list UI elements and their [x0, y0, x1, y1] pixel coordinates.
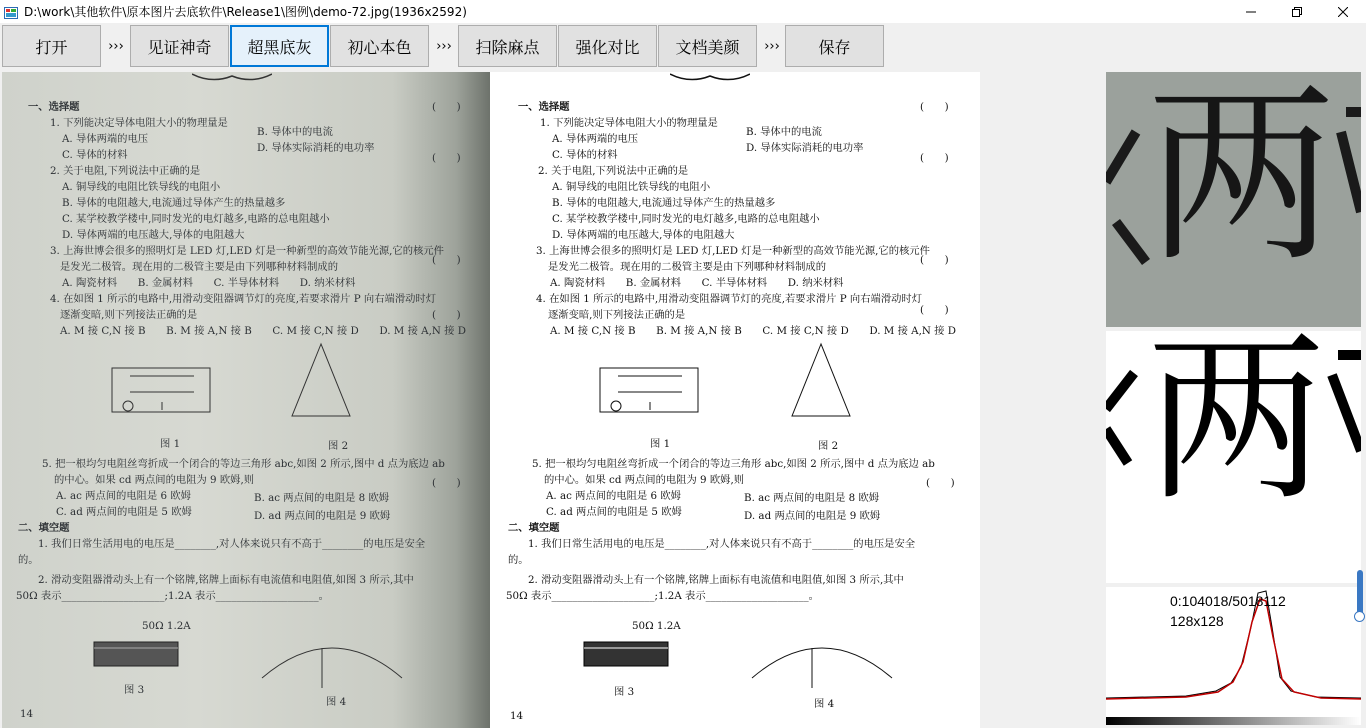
rheostat-drawing — [88, 634, 184, 678]
option-text: D. 导体两端的电压越大,导体的电阻越大 — [552, 229, 735, 241]
arrow-separator: ››› — [108, 38, 124, 54]
answer-paren: ( ) — [920, 304, 949, 316]
zoom-glyph: 两 — [1146, 331, 1327, 525]
option-text: B. 导体中的电流 — [746, 126, 822, 138]
app-icon — [4, 5, 18, 19]
question-text: 的中心。如果 cd 两点间的电阻为 9 欧姆,则 — [54, 474, 255, 486]
question-text: 2. 滑动变阻器滑动头上有一个铭牌,铭牌上面标有电流值和电阻值,如图 3 所示,其中 — [528, 574, 904, 586]
section-title: 二、填空题 — [18, 522, 70, 534]
option-text: C. 某学校教学楼中,同时发光的电灯越多,电路的总电阻越小 — [62, 213, 330, 225]
figure-caption: 图 1 — [650, 438, 671, 450]
arrow-separator: ››› — [764, 38, 780, 54]
section-title: 一、选择题 — [518, 101, 570, 113]
zoom-processed-view — [1106, 331, 1361, 583]
option-text: A. M 接 C,N 接 B B. M 接 A,N 接 B C. M 接 C,N 接 D D. M 接 A,N 接 D — [60, 325, 466, 337]
option-text: C. ad 两点间的电阻是 5 欧姆 — [546, 506, 682, 518]
question-text: 2. 关于电阻,下列说法中正确的是 — [50, 165, 201, 177]
option-text: B. 导体中的电流 — [257, 126, 333, 138]
triangle-diagram — [288, 340, 354, 422]
header-ornament — [670, 72, 750, 84]
minimize-button[interactable] — [1228, 0, 1274, 23]
option-text: D. 导体实际消耗的电功率 — [257, 142, 375, 154]
figure-caption: 图 3 — [614, 686, 635, 698]
ammeter-scale — [742, 618, 902, 688]
answer-paren: ( ) — [432, 101, 461, 113]
option-text: D. 导体两端的电压越大,导体的电阻越大 — [62, 229, 245, 241]
question-text: 是发光二极管。现在用的二极管主要是由下列哪种材料制成的 — [548, 261, 827, 273]
question-text: 逐渐变暗,则下列接法正确的是 — [548, 309, 686, 321]
zoom-glyph: 两 — [1146, 72, 1337, 287]
zoom-original-view — [1106, 72, 1361, 327]
option-text: D. ad 两点间的电阻是 9 欧姆 — [254, 510, 391, 522]
threshold-slider-thumb[interactable] — [1354, 611, 1365, 622]
figure-caption: 图 4 — [814, 698, 835, 710]
processed-image-pane[interactable] — [490, 72, 980, 728]
answer-paren: ( ) — [926, 477, 955, 489]
save-button[interactable]: 保存 — [785, 25, 884, 67]
section-title: 一、选择题 — [28, 101, 80, 113]
title-bar — [0, 0, 1366, 23]
answer-paren: ( ) — [432, 152, 461, 164]
question-text: 是发光二极管。现在用的二极管主要是由下列哪种材料制成的 — [60, 261, 339, 273]
option-text: B. ac 两点间的电阻是 8 欧姆 — [254, 492, 390, 504]
figure-caption: 图 2 — [328, 440, 349, 452]
option-text: B. 导体的电阻越大,电流通过导体产生的热量越多 — [62, 197, 286, 209]
answer-paren: ( ) — [432, 254, 461, 266]
answer-paren: ( ) — [920, 152, 949, 164]
question-text: 4. 在如图 1 所示的电路中,用滑动变阻器调节灯的亮度,若要求滑片 P 向右端滑动时灯 — [50, 293, 437, 305]
histogram-fit-curve — [1106, 599, 1361, 699]
option-text: A. 导体两端的电压 — [62, 133, 149, 145]
minimize-icon — [1246, 7, 1256, 17]
page-number: 14 — [510, 710, 524, 722]
arrow-separator: ››› — [436, 38, 452, 54]
option-text: C. 导体的材料 — [62, 149, 128, 161]
question-text: 3. 上海世博会很多的照明灯是 LED 灯,LED 灯是一种新型的高效节能光源,它的核元件 — [536, 245, 930, 257]
figure-caption: 图 3 — [124, 684, 145, 696]
option-text: A. M 接 C,N 接 B B. M 接 A,N 接 B C. M 接 C,N 接 D D. M 接 A,N 接 D — [550, 325, 956, 337]
option-text: D. ad 两点间的电阻是 9 欧姆 — [744, 510, 881, 522]
doc-beautify-button[interactable]: 文档美颜 — [658, 25, 757, 67]
option-text: A. 铜导线的电阻比铁导线的电阻小 — [62, 181, 221, 193]
answer-paren: ( ) — [920, 254, 949, 266]
answer-paren: ( ) — [432, 477, 461, 489]
close-button[interactable] — [1320, 0, 1366, 23]
question-text: 的。 — [18, 554, 39, 566]
option-text: A. 陶瓷材料 B. 金属材料 C. 半导体材料 D. 纳米材料 — [550, 277, 844, 289]
rheostat-drawing — [578, 634, 674, 678]
figure-caption: 图 2 — [818, 440, 839, 452]
question-text: 1. 我们日常生活用电的电压是________,对人体来说只有不高于________的电压是安全 — [38, 538, 426, 550]
question-text: 2. 关于电阻,下列说法中正确的是 — [538, 165, 689, 177]
histogram-panel — [1106, 587, 1361, 717]
option-text: B. ac 两点间的电阻是 8 欧姆 — [744, 492, 880, 504]
question-text: 逐渐变暗,则下列接法正确的是 — [60, 309, 198, 321]
option-text: D. 导体实际消耗的电功率 — [746, 142, 864, 154]
answer-paren: ( ) — [432, 309, 461, 321]
section-title: 二、填空题 — [508, 522, 560, 534]
restore-icon — [1292, 7, 1302, 17]
question-text: 2. 滑动变阻器滑动头上有一个铭牌,铭牌上面标有电流值和电阻值,如图 3 所示,其中 — [38, 574, 414, 586]
witness-magic-button[interactable]: 见证神奇 — [130, 25, 229, 67]
option-text: A. 导体两端的电压 — [552, 133, 639, 145]
close-icon — [1338, 7, 1348, 17]
question-text: 的中心。如果 cd 两点间的电阻为 9 欧姆,则 — [544, 474, 745, 486]
option-text: C. 某学校教学楼中,同时发光的电灯越多,电路的总电阻越小 — [552, 213, 820, 225]
option-text: A. ac 两点间的电阻是 6 欧姆 — [546, 490, 681, 502]
option-text: B. 导体的电阻越大,电流通过导体产生的热量越多 — [552, 197, 776, 209]
open-button[interactable]: 打开 — [2, 25, 101, 67]
option-text: A. 铜导线的电阻比铁导线的电阻小 — [552, 181, 711, 193]
question-text: 50Ω 表示____________________;1.2A 表示____________________。 — [506, 590, 819, 602]
histogram-stats: 0:104018/5018112 — [1170, 593, 1286, 609]
nameplate-label: 50Ω 1.2A — [142, 620, 191, 632]
super-black-gray-button[interactable]: 超黑底灰 — [230, 25, 329, 67]
question-text: 5. 把一根均匀电阻丝弯折成一个闭合的等边三角形 abc,如图 2 所示,图中 d 点为底边 ab — [532, 458, 935, 470]
circuit-diagram — [102, 354, 222, 424]
question-text: 的。 — [508, 554, 529, 566]
enhance-contrast-button[interactable]: 强化对比 — [558, 25, 657, 67]
maximize-button[interactable] — [1274, 0, 1320, 23]
question-text: 50Ω 表示____________________;1.2A 表示____________________。 — [16, 590, 329, 602]
figure-caption: 图 4 — [326, 696, 347, 708]
remove-spots-button[interactable]: 扫除麻点 — [458, 25, 557, 67]
circuit-diagram — [590, 354, 710, 424]
question-text: 3. 上海世博会很多的照明灯是 LED 灯,LED 灯是一种新型的高效节能光源,它的核元件 — [50, 245, 444, 257]
nameplate-label: 50Ω 1.2A — [632, 620, 681, 632]
grayscale-gradient-bar — [1106, 717, 1361, 725]
original-color-button[interactable]: 初心本色 — [330, 25, 429, 67]
original-image-pane[interactable] — [2, 72, 490, 728]
figure-caption: 图 1 — [160, 438, 181, 450]
toolbar — [0, 23, 1366, 70]
header-ornament — [192, 72, 272, 84]
question-text: 1. 下列能决定导体电阻大小的物理量是 — [540, 117, 718, 129]
histogram-size: 128x128 — [1170, 613, 1224, 629]
page-number: 14 — [20, 708, 34, 720]
triangle-diagram — [788, 340, 854, 422]
question-text: 4. 在如图 1 所示的电路中,用滑动变阻器调节灯的亮度,若要求滑片 P 向右端滑动时灯 — [536, 293, 923, 305]
option-text: A. 陶瓷材料 B. 金属材料 C. 半导体材料 D. 纳米材料 — [62, 277, 356, 289]
answer-paren: ( ) — [920, 101, 949, 113]
question-text: 5. 把一根均匀电阻丝弯折成一个闭合的等边三角形 abc,如图 2 所示,图中 d 点为底边 ab — [42, 458, 445, 470]
question-text: 1. 下列能决定导体电阻大小的物理量是 — [50, 117, 228, 129]
ammeter-scale — [252, 618, 412, 688]
option-text: C. ad 两点间的电阻是 5 欧姆 — [56, 506, 192, 518]
question-text: 1. 我们日常生活用电的电压是________,对人体来说只有不高于________的电压是安全 — [528, 538, 916, 550]
option-text: C. 导体的材料 — [552, 149, 618, 161]
window-title: D:\work\其他软件\原本图片去底软件\Release1\图例\demo-72.jpg(1936x2592) — [24, 5, 467, 19]
option-text: A. ac 两点间的电阻是 6 欧姆 — [56, 490, 191, 502]
